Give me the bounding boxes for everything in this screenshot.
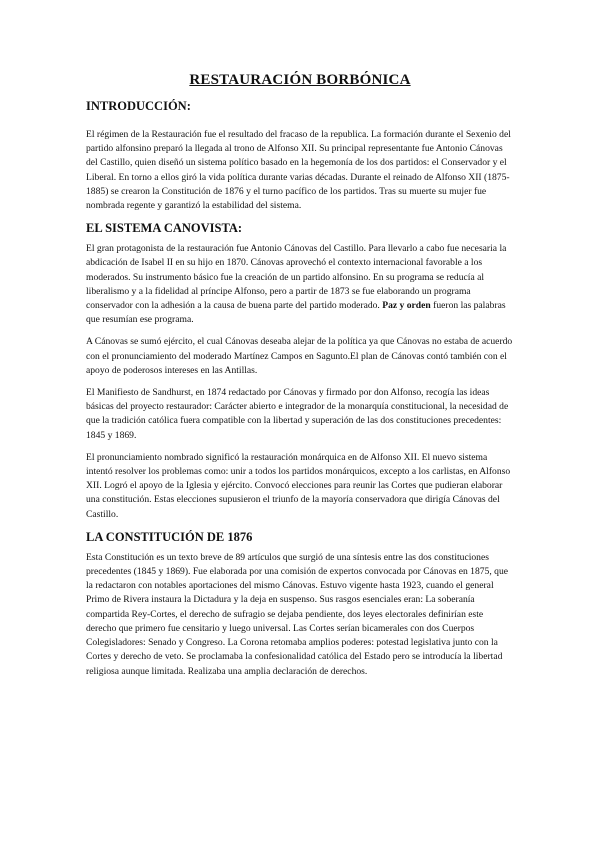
section-sistema-canovista: [86, 221, 514, 522]
paragraph-text: fueron las palabras que resumían ese programa.: [86, 300, 506, 326]
paragraph-text: El gran protagonista de la restauración fue Antonio Cánovas del Castillo. Para llevarlo a cabo fue necesaria la abdicación de Isabel II en su hijo en 1870. Cánovas aprovechó el contexto internacional favorable a los moderados. Su instrumento básico fue la creación de un partido alfonsino. En su programa se reducía al liberalismo y a la fidelidad al príncipe Alfonso, pero a partir de 1873 se fue elaborando un programa conservador con la adhesión a la causa de buena parte del partido moderado.: [86, 243, 507, 312]
section-heading: INTRODUCCIÓN:: [86, 99, 191, 113]
paragraph: Esta Constitución es un texto breve de 89 artículos que surgió de una síntesis entre las dos constituciones precedentes (1845 y 1869). Fue elaborada por una comisión de expertos convocada por Cánovas en 1875, que la redactaron con notables aportaciones del mismo Cánovas. Estuvo vigente hasta 1923, cuando el general Primo de Rivera instaura la Dictadura y la deja en suspenso. Sus rasgos esenciales eran: La soberanía compartida Rey-Cortes, el derecho de sufragio se dejaba pendiente, dos leyes electorales definirían este derecho que primero fue censitario y luego universal. Las Cortes serían bicamerales con dos Cuerpos Colegisladores: Senado y Congreso. La Corona retomaba amplios poderes: potestad legislativa junto con la Cortes y derecho de veto. Se proclamaba la confesionalidad católica del Estado pero se introducía la libertad religiosa aunque limitada. Realizaba una amplia declaración de derechos.: [86, 551, 508, 677]
paragraph: El pronunciamiento nombrado significó la restauración monárquica en de Alfonso XII. El nuevo sistema intentó resolver los problemas como: unir a todos los partidos monárquicos, excepto a los carlistas, en Alfonso XII. Logró el apoyo de la Iglesia y ejército. Convocó elecciones para reunir las Cortes que pudieran elaborar una constitución. Estas elecciones supusieron el triunfo de la mayoría conservadora que dirigía Cánovas del Castillo.: [86, 451, 511, 520]
section-heading: EL SISTEMA CANOVISTA:: [86, 221, 243, 236]
paragraph: El régimen de la Restauración fue el resultado del fracaso de la republica. La formación durante el Sexenio del partido alfonsino preparó la llegada al trono de Alfonso XII. Su principal representante fue Antonio Cánovas del Castillo, quien diseñó un sistema político basado en la hegemonía de los dos partidos: el Conservador y el Liberal. En torno a ellos giró la vida política durante varias décadas. Durante el reinado de Alfonso XII (1875-1885) se crearon la Constitución de 1876 y el turno pacífico de los partidos. Tras su muerte su mujer fue nombrada regente y garantizó la estabilidad del sistema.: [86, 129, 511, 212]
section-constitucion-1876: [86, 530, 514, 679]
paragraph: El Manifiesto de Sandhurst, en 1874 redactado por Cánovas y firmado por don Alfonso, recogía las ideas básicas del proyecto restaurador: Carácter abierto e integrador de la monarquía constitucional, la necesidad de que la tradición católica fuera compatible con la libertad y superación de las dos constituciones precedentes: 1845 y 1869.: [86, 387, 509, 441]
paragraph: A Cánovas se sumó ejército, el cual Cánovas deseaba alejar de la política ya que Cánovas no estaba de acuerdo con el pronunciamiento del moderado Martínez Campos en Sagunto.El plan de Cánovas contó también con el apoyo de poderosos intereses en las Antillas.: [86, 336, 513, 376]
bold-phrase: Paz y orden: [382, 300, 431, 312]
page-title: RESTAURACIÓN BORBÓNICA: [189, 72, 411, 88]
section-introduccion: [86, 99, 514, 213]
paragraph: [86, 242, 514, 327]
section-heading: LA CONSTITUCIÓN DE 1876: [86, 529, 253, 544]
